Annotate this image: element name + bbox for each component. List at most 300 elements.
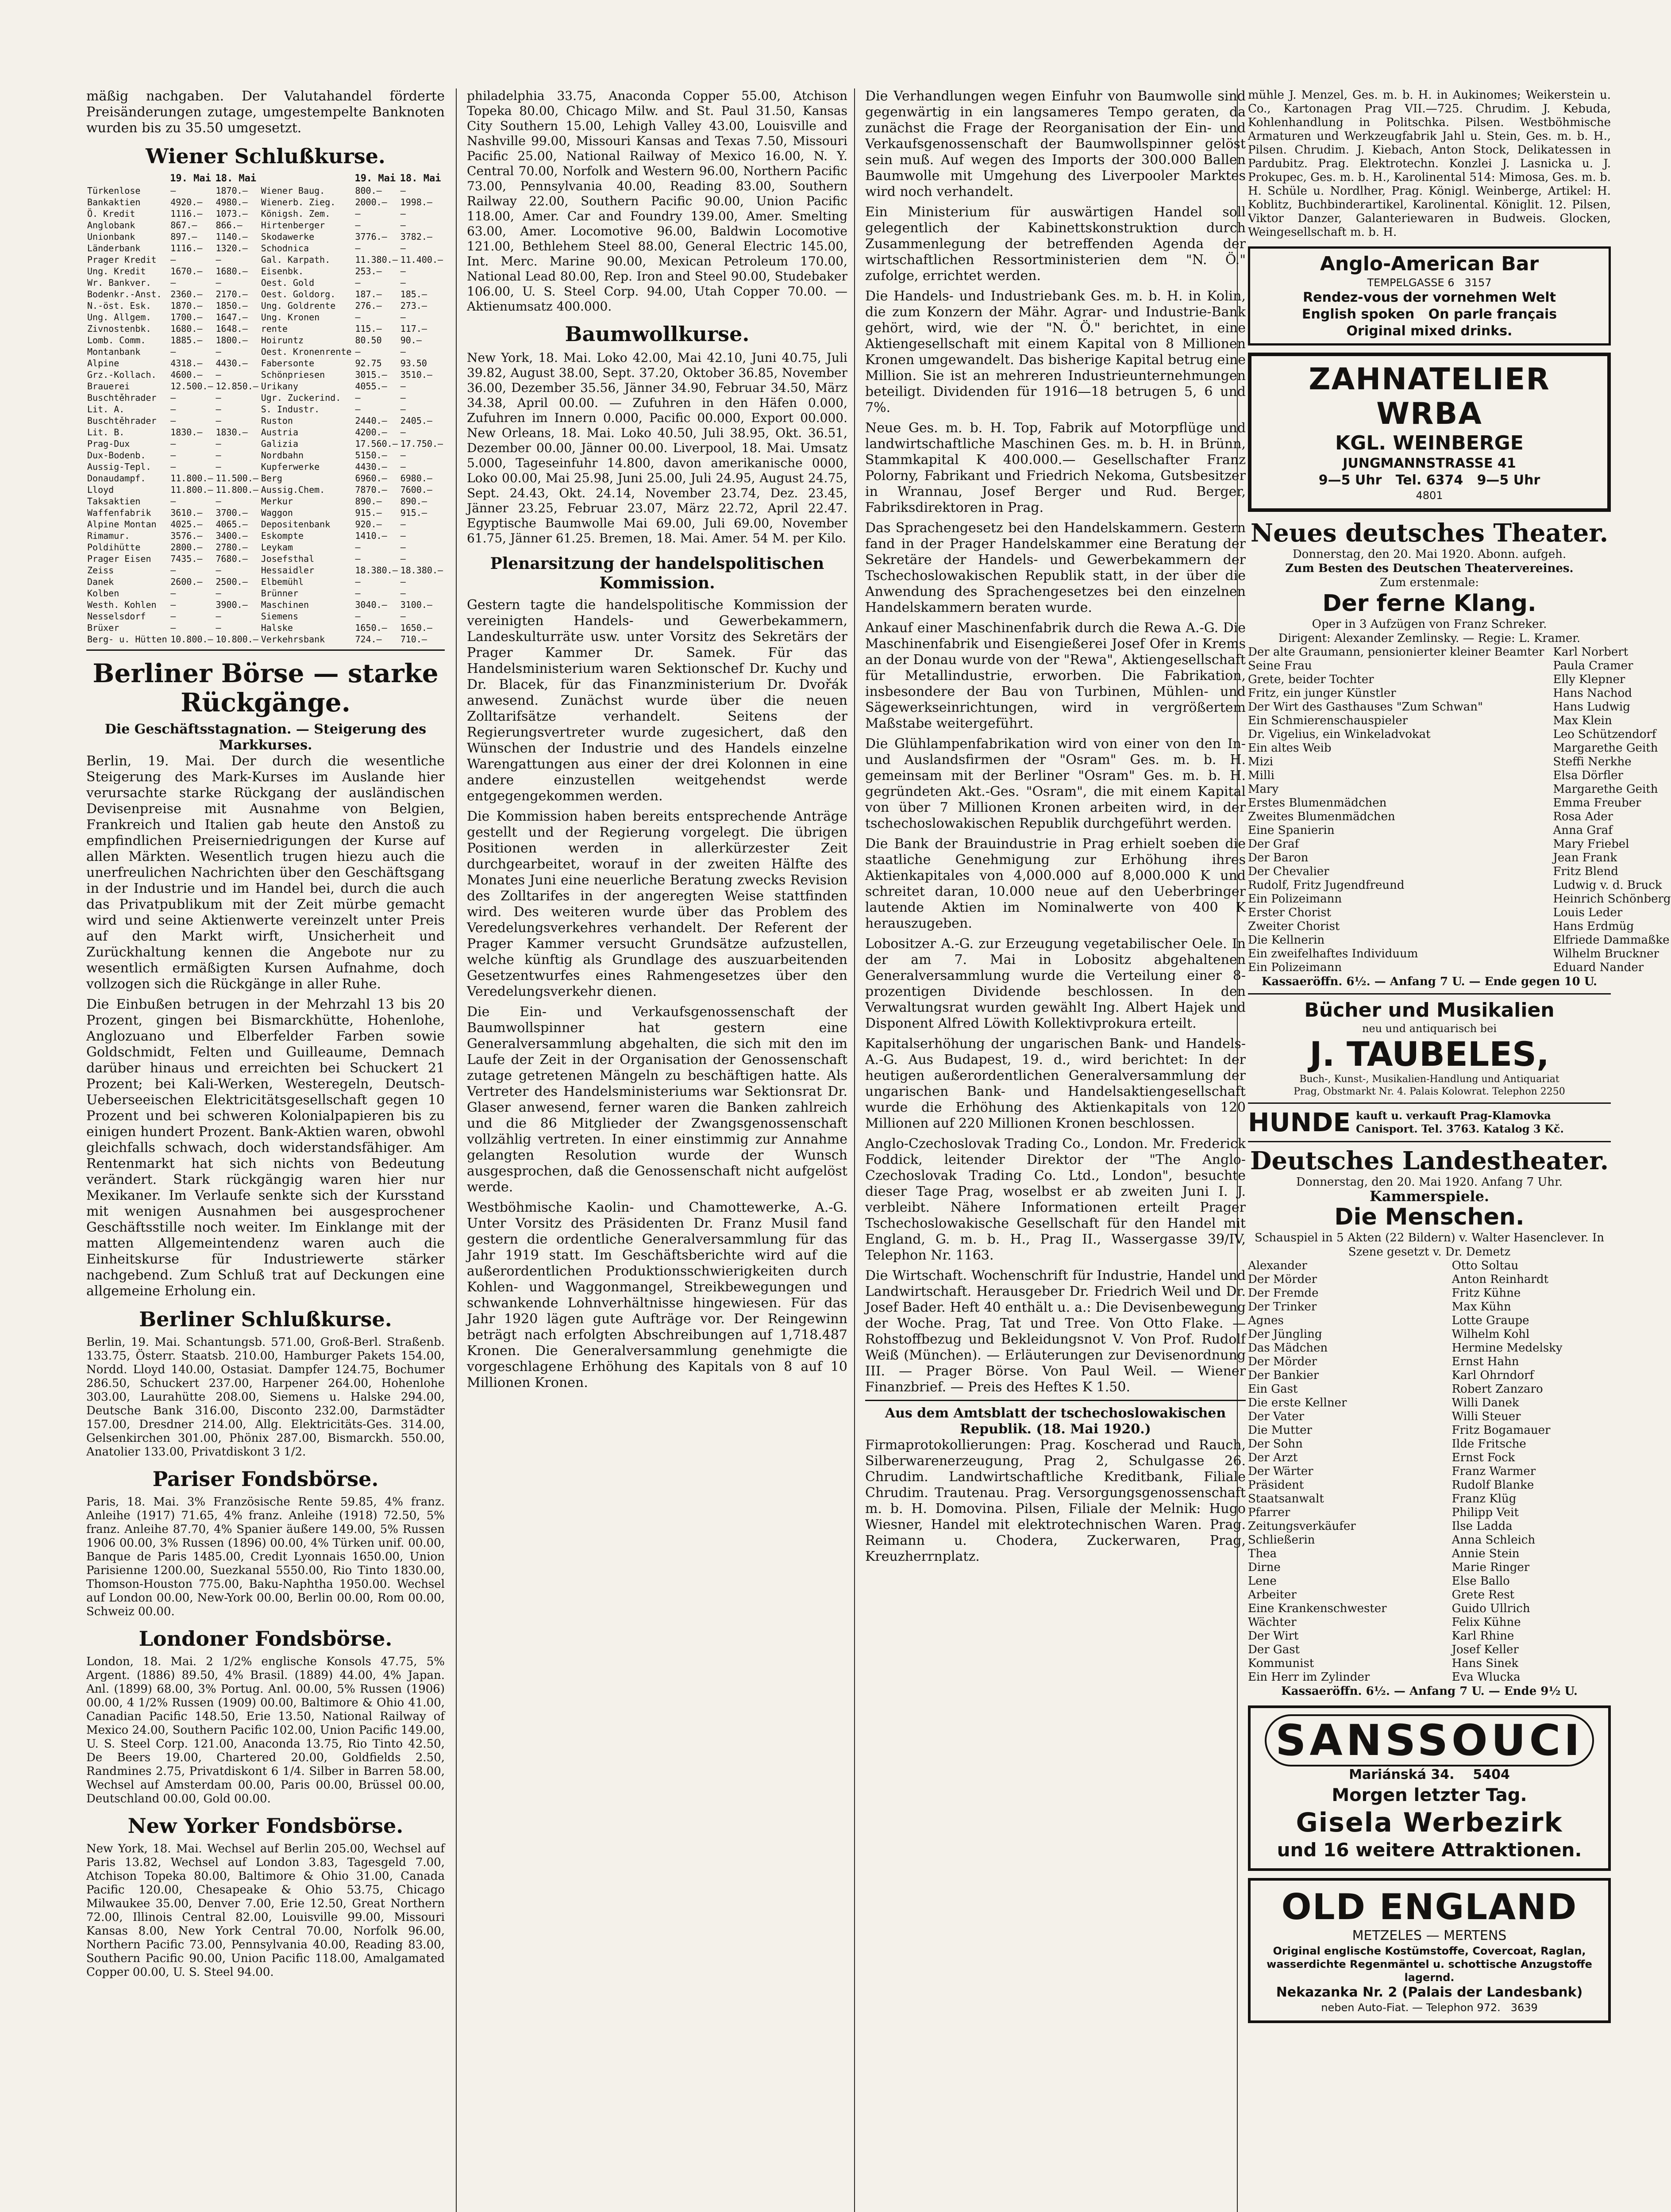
role-name: Pfarrer <box>1248 1506 1290 1519</box>
table-header <box>260 173 354 185</box>
table-cell: 18.380.— <box>355 565 398 576</box>
cast-row <box>1248 1588 1611 1602</box>
role-name: Dirne <box>1248 1561 1281 1574</box>
table-cell: Depositenbank <box>261 519 331 530</box>
cast-row <box>1248 1314 1611 1328</box>
landestheater-date: Donnerstag, den 20. Mai 1920. Anfang 7 Uhr. <box>1296 1175 1563 1189</box>
table-cell: 2600.— <box>170 576 203 587</box>
table-cell: Urikany <box>261 381 299 392</box>
table-cell: — <box>355 220 361 230</box>
table-cell: Berg- u. Hütten <box>87 634 167 645</box>
table-cell: 3776.— <box>355 231 387 242</box>
table-cell: 710.— <box>400 634 427 645</box>
role-name: Der Mörder <box>1248 1273 1317 1286</box>
cast-row <box>1248 1369 1611 1382</box>
role-name: Ein Polizeimann <box>1248 892 1342 906</box>
table-cell: — <box>170 185 176 196</box>
table-row <box>86 415 445 426</box>
table-cell: — <box>355 243 361 253</box>
table-cell: Eskompte <box>261 530 304 541</box>
neues-theater-cast <box>1248 645 1671 975</box>
role-name: Seine Frau <box>1248 659 1312 672</box>
london-title: Londoner Fondsbörse. <box>139 1627 393 1651</box>
table-cell: Wiener Baug. <box>261 185 325 196</box>
table-cell: — <box>400 220 406 230</box>
actor-name: Otto Soltau <box>1452 1259 1519 1272</box>
actor-name: Max Klein <box>1553 714 1612 727</box>
actor-name: Franz Warmer <box>1452 1465 1536 1478</box>
divider <box>1248 1141 1611 1142</box>
table-cell: Taksaktien <box>87 496 141 507</box>
cast-row <box>1248 1547 1611 1561</box>
table-cell: — <box>170 565 176 576</box>
table-cell: — <box>400 381 406 392</box>
column-4 <box>1248 88 1671 2030</box>
role-name: Der Jüngling <box>1248 1328 1322 1341</box>
actor-name: Leo Schützendorf <box>1553 728 1656 741</box>
table-cell: — <box>400 392 406 403</box>
table-cell: Prag-Dux <box>87 438 130 449</box>
table-header: 18. Mai <box>215 173 257 184</box>
table-cell: — <box>400 461 406 472</box>
table-row <box>86 553 445 565</box>
wrba-name: ZAHNATELIER WRBA <box>1309 362 1550 431</box>
cast-row <box>1248 687 1671 700</box>
sanssouci-line2: und 16 weitere Attraktionen. <box>1277 1839 1582 1861</box>
actor-name: Emma Freuber <box>1553 796 1641 810</box>
table-row <box>86 346 445 357</box>
actor-name: Willi Danek <box>1452 1396 1519 1409</box>
cast-row <box>1248 1437 1611 1451</box>
table-cell: N.-öst. Esk. <box>87 300 151 311</box>
table-row <box>86 426 445 438</box>
role-name: Der Fremde <box>1248 1286 1319 1300</box>
wrba-hours-left: 9—5 Uhr <box>1318 472 1382 488</box>
cast-row <box>1248 1479 1611 1492</box>
table-cell: Skodawerke <box>261 231 315 242</box>
actor-name: Elfriede Dammaßke <box>1553 933 1670 947</box>
actor-name: Anton Reinhardt <box>1452 1273 1549 1286</box>
column-rule <box>456 88 457 2212</box>
role-name: Dr. Vigelius, ein Winkeladvokat <box>1248 728 1431 741</box>
table-cell: Nesselsdorf <box>87 611 146 622</box>
table-cell: 6980.— <box>400 473 432 484</box>
table-cell: 7870.— <box>355 484 387 495</box>
actor-name: Else Ballo <box>1452 1575 1510 1588</box>
table-cell: — <box>216 346 221 357</box>
cast-row <box>1248 1643 1611 1657</box>
column-1 <box>86 88 445 1984</box>
taubeles-ad <box>1248 999 1611 1098</box>
table-cell: 866.— <box>216 220 243 230</box>
table-cell: Austria <box>261 427 299 438</box>
table-cell: Maschinen <box>261 599 309 610</box>
column-rule <box>854 88 855 2212</box>
cast-row <box>1248 673 1671 687</box>
table-cell: Alpine Montan <box>87 519 157 530</box>
actor-name: Fritz Bogamauer <box>1452 1424 1551 1437</box>
table-cell: Türkenlose <box>87 185 141 196</box>
divider <box>1248 1102 1611 1104</box>
table-cell: — <box>216 461 221 472</box>
old-england-name: OLD ENGLAND <box>1281 1886 1578 1928</box>
table-cell: — <box>170 254 176 265</box>
actor-name: Lotte Graupe <box>1452 1314 1529 1327</box>
table-cell: Siemens <box>261 611 299 622</box>
table-row <box>86 599 445 611</box>
table-row <box>86 323 445 334</box>
table-cell: — <box>400 312 406 323</box>
table-cell: 11.400.— <box>400 254 443 265</box>
actor-name: Margarethe Geith <box>1553 741 1658 755</box>
table-cell: — <box>216 415 221 426</box>
role-name: Alexander <box>1248 1259 1307 1272</box>
cast-row <box>1248 1575 1611 1588</box>
table-cell: 2500.— <box>216 576 248 587</box>
table-cell: Kolben <box>87 588 119 599</box>
table-cell: Nordbahn <box>261 450 304 461</box>
sanssouci-code: 5404 <box>1473 1767 1510 1782</box>
cast-row <box>1248 783 1671 796</box>
table-cell: 3576.— <box>170 530 203 541</box>
table-row <box>86 449 445 461</box>
table-cell: Königsh. Zem. <box>261 208 331 219</box>
actor-name: Josef Keller <box>1452 1643 1519 1656</box>
table-cell: 1870.— <box>216 185 248 196</box>
actor-name: Hans Erdmüg <box>1553 920 1634 933</box>
table-cell: Ung. Kredit <box>87 266 146 276</box>
wrba-street: JUNGMANNSTRASSE 41 <box>1343 456 1516 471</box>
role-name: Staatsanwalt <box>1248 1492 1324 1505</box>
table-cell: — <box>170 438 176 449</box>
table-cell: — <box>216 369 221 380</box>
table-cell: — <box>400 542 406 553</box>
table-cell: 93.50 <box>400 358 427 369</box>
bar-lang-en: English spoken <box>1301 307 1415 322</box>
table-cell: Prager Kredit <box>87 254 157 265</box>
role-name: Zeitungsverkäufer <box>1248 1520 1356 1533</box>
table-cell: Lit. A. <box>87 404 125 415</box>
amtsblatt-title: Aus dem Amtsblatt der tschechoslowakischen Republik. (18. Mai 1920.) <box>885 1406 1226 1437</box>
table-cell: 11.800.— <box>170 484 213 495</box>
role-name: Die erste Kellner <box>1248 1396 1347 1409</box>
actor-name: Ernst Hahn <box>1452 1355 1519 1368</box>
table-cell: 1647.— <box>216 312 248 323</box>
commission-paragraph: Westböhmische Kaolin- und Chamottewerke, A.-G. Unter Vorsitz des Präsidenten Dr. Franz Musil fand gestern die ordentliche Generalversammlung für das Jahr 1919 statt. Im Geschäftsberichte wird auf die außerordentlichen Produktionsschwierigkeiten durch Kohlen- und Waggonmangel, Streikbewegungen und schwankende Lohnverhältnisse hingewiesen. Für das Jahr 1920 lägen gute Aufträge vor. Der Reingewinn beträgt nach erfolgten Abschreibungen auf 1,718.487 Kronen. Die Generalversammlung genehmigte die vorgeschlagene Erhöhung des Kapitals von 8 auf 10 Millionen Kronen. <box>467 1200 847 1390</box>
actor-name: Marie Ringer <box>1452 1561 1530 1574</box>
cast-row <box>1248 1341 1611 1355</box>
table-cell: S. Industr. <box>261 404 320 415</box>
table-row <box>86 484 445 495</box>
actor-name: Rosa Ader <box>1553 810 1613 823</box>
table-cell: Ö. Kredit <box>87 208 135 219</box>
news-item: Das Sprachengesetz bei den Handelskammern. Gestern fand in der Prager Handelskammer eine Beratung der Sekretäre der Handels- und Gewerbekammern der Tschechoslowakischen Republik statt, in der über die Anwendung des Sprachengesetzes bei den einzelnen Handelskammern beraten wurde. <box>865 520 1246 615</box>
cast-row <box>1248 741 1671 755</box>
role-name: Der Gast <box>1248 1643 1300 1656</box>
news-item: Die Verhandlungen wegen Einfuhr von Baumwolle sind gegenwärtig in ein langsameres Tempo geraten, da zunächst die Frage der Reorganisation der Ein- und Verkaufsgenossenschaft der Baumwollspinner gelöst sein muß. Auf wegen des Imports der 300.000 Ballen Baumwolle mit Umgehung des Liverpooler Marktes wird noch verhandelt. <box>865 88 1246 200</box>
cast-row <box>1248 755 1671 769</box>
table-cell: — <box>355 404 361 415</box>
table-cell: Hoiruntz <box>261 335 304 346</box>
actor-name: Anna Schleich <box>1452 1533 1536 1547</box>
role-name: Der Vater <box>1248 1410 1305 1423</box>
table-cell: Leykam <box>261 542 293 553</box>
table-cell: 915.— <box>400 507 427 518</box>
cast-row <box>1248 1451 1611 1465</box>
actor-name: Anna Graf <box>1553 824 1613 837</box>
table-row <box>86 357 445 369</box>
cast-row <box>1248 1424 1611 1437</box>
neues-theater-play: Der ferne Klang. <box>1322 590 1536 617</box>
cast-row <box>1248 728 1671 741</box>
actor-name: Heinrich Schönberg <box>1553 892 1671 906</box>
table-cell: — <box>400 208 406 219</box>
role-name: Der Baron <box>1248 851 1309 864</box>
sanssouci-address <box>1256 1767 1603 1783</box>
landestheater-desc: Schauspiel in 5 Akten (22 Bildern) v. Walter Hasenclever. In Szene gesetzt v. Dr. Demetz <box>1254 1231 1605 1259</box>
news-item: Ein Ministerium für auswärtigen Handel soll gelegentlich der Kabinettskonstruktion durch Zusammenlegung der betreffenden Agenda der wirtschaftlichen Ressortministerien dem "N. Ö." zufolge, errichtet werden. <box>865 204 1246 284</box>
actor-name: Hermine Medelsky <box>1452 1341 1563 1355</box>
table-cell: 3510.— <box>400 369 432 380</box>
table-cell: 890.— <box>355 496 382 507</box>
table-cell: — <box>216 450 221 461</box>
cast-row <box>1248 1382 1611 1396</box>
sanssouci-logo: SANSSOUCI <box>1265 1714 1594 1767</box>
table-cell: Grz.-Kollach. <box>87 369 157 380</box>
table-cell: 3400.— <box>216 530 248 541</box>
berlin-paragraph: Die Einbußen betrugen in der Mehrzahl 13 bis 20 Prozent, gingen bei Bismarckhütte, Hohenlohe, Anglozuano und Elberfelder Farben sowie Goldschmidt, Felten und Guilleaume, Demnach darüber hinaus und erreichten bei Schuckert 21 Prozent; bei Kali-Werken, Westeregeln, Deutsch-Ueberseeischen Elektricitätsgesellschaft gegen 10 Prozent und bei schweren Kolonialpapieren bis zu einigen hundert Prozent. Bank-Aktien waren, obwohl gleichfalls schwach, doch widerstandsfähiger. Am Rentenmarkt hat sich nichts von Bedeutung verändert. Stark rückgängig waren hier nur Mexikaner. Im Verlaufe senkte sich der Kursstand mit wenigen Ausnahmen bei ausgesprochener Geschäftsstille noch weiter. Im Einklange mit der matten Allgemeintendenz waren auch die Einheitskurse für Industriewerte stärker nachgebend. Zum Schluß trat auf Deckungen eine allgemeine Erholung ein. <box>86 997 445 1299</box>
table-cell: Buschtěhrader <box>87 392 157 403</box>
table-cell: — <box>355 611 361 622</box>
role-name: Ein Gast <box>1248 1382 1298 1396</box>
cotton-text: New York, 18. Mai. Loko 42.00, Mai 42.10, Juni 40.75, Juli 39.82, August 38.00, Sept. 37.20, Oktober 36.85, November 36.00, Dezember 35.56, Jänner 34.90, Februar 34.50, März 34.38, April 00.00. — Zufuhren in den Häfen 0.000, Zufuhren im Innern 0.000, Pacific 00.000, Export 00.000. New Orleans, 18. Mai. Loko 40.50, Juli 38.95, Okt. 36.51, Dezember 00.00, Jänner 00.00. Liverpool, 18. Mai. Umsatz 5.000, Tageseinfuhr 14.800, davon amerikanische 0000, Loko 00.00, Mai 25.98, Juni 25.00, Juli 24.95, August 24.75, Sept. 24.43, Okt. 24.14, November 23.74, Dez. 23.45, Jänner 23.25, Februar 23.07, März 22.72, April 22.47. Egyptische Baumwolle Mai 69.00, Juli 69.00, November 61.75, Jänner 61.25. Bremen, 18. Mai. Amer. 54 M. per Kilo. <box>467 350 847 545</box>
table-cell: — <box>170 415 176 426</box>
table-cell: 1116.— <box>170 208 203 219</box>
table-cell: 1650.— <box>400 622 432 633</box>
table-cell: Prager Eisen <box>87 553 151 564</box>
table-cell: — <box>400 185 406 196</box>
role-name: Kommunist <box>1248 1657 1314 1670</box>
hunde-word: HUNDE <box>1248 1107 1351 1137</box>
table-cell: 11.800.— <box>216 484 258 495</box>
actor-name: Karl Rhine <box>1452 1629 1514 1643</box>
table-cell: 1830.— <box>216 427 248 438</box>
wrba-place: KGL. WEINBERGE <box>1335 432 1524 454</box>
zahnatelier-wrba-ad <box>1248 353 1611 512</box>
role-name: Erstes Blumenmädchen <box>1248 796 1387 810</box>
role-name: Der Wirt <box>1248 1629 1299 1643</box>
bar-street: TEMPELGASSE 6 <box>1367 276 1455 289</box>
actor-name: Grete Rest <box>1452 1588 1515 1601</box>
table-cell: Donaudampf. <box>87 473 146 484</box>
berlin-close-text: Berlin, 19. Mai. Schantungsb. 571.00, Groß-Berl. Straßenb. 133.75, Österr. Staatsb. 210.00, Hamburger Pakets 154.00, Nordd. Lloyd 140.00, Ostasiat. Dampfer 124.75, Bochumer 286.50, Schuckert 237.00, Harpener 264.00, Hohenlohe 303.00, Laurahütte 208.00, Siemens u. Halske 294.00, Deutsche Bank 316.00, Disconto 232.00, Darmstädter 157.00, Dresdner 214.00, Allg. Elektricitäts-Ges. 314.00, Gelsenkirchen 301.00, Phönix 287.00, Bismarckh. 550.00, Anatolier 133.00, Privatdiskont 3 1/2. <box>86 1336 445 1459</box>
wiener-title: Wiener Schlußkurse. <box>146 144 385 168</box>
table-cell: 7680.— <box>216 553 248 564</box>
actor-name: Guido Ullrich <box>1452 1602 1530 1615</box>
table-cell: 2405.— <box>400 415 432 426</box>
table-header: 19. Mai <box>354 173 396 184</box>
table-cell: Oest. Gold <box>261 277 315 288</box>
table-cell: — <box>400 346 406 357</box>
table-cell: 12.850.— <box>216 381 258 392</box>
news-item: Die Bank der Brauindustrie in Prag erhielt soeben die staatliche Genehmigung zur Erhöhung ihres Aktienkapitales von 4,000.000 auf 8,000.000 K und schreitet daran, 10.000 neue auf den Ueberbringer lautende Aktien im Nominalwerte von 400 K herauszugeben. <box>865 836 1246 931</box>
role-name: Milli <box>1248 769 1274 782</box>
table-header-row <box>86 173 445 185</box>
table-cell: Gal. Karpath. <box>261 254 331 265</box>
hunde-ad <box>1248 1108 1611 1137</box>
neues-theater-first: Zum erstenmale: <box>1379 576 1479 589</box>
column-2 <box>467 88 847 1395</box>
cast-row <box>1248 1629 1611 1643</box>
actor-name: Margarethe Geith <box>1553 783 1658 796</box>
table-cell: 1680.— <box>216 266 248 276</box>
table-cell: — <box>400 519 406 530</box>
table-cell: 1680.— <box>170 323 203 334</box>
table-row <box>86 461 445 472</box>
table-row <box>86 288 445 300</box>
table-cell: Kupferwerke <box>261 461 320 472</box>
table-cell: 10.800.— <box>170 634 213 645</box>
old-england-text: Original englische Kostümstoffe, Covercoat, Raglan, wasserdichte Regenmäntel u. schottische Anzugstoffe lagernd. <box>1267 1945 1592 1984</box>
table-cell: 3782.— <box>400 231 432 242</box>
cast-row <box>1248 1616 1611 1629</box>
role-name: Mary <box>1248 783 1279 796</box>
table-cell: Bodenkr.-Anst. <box>87 289 162 300</box>
table-cell: 1700.— <box>170 312 203 323</box>
role-name: Der Sohn <box>1248 1437 1303 1451</box>
taubeles-line1: Bücher und Musikalien <box>1304 999 1555 1022</box>
table-cell: Lomb. Comm. <box>87 335 146 346</box>
neues-theater-footer: Kassaeröffn. 6½. — Anfang 7 U. — Ende gegen 10 U. <box>1261 975 1598 988</box>
table-cell: 1850.— <box>216 300 248 311</box>
table-cell: 1800.— <box>216 335 248 346</box>
table-cell: Hirtenberger <box>261 220 325 230</box>
bar-lang-fr: On parle français <box>1428 307 1557 322</box>
cast-row <box>1248 1273 1611 1286</box>
actor-name: Robert Zanzaro <box>1452 1382 1543 1396</box>
table-cell: — <box>355 208 361 219</box>
table-cell: — <box>216 565 221 576</box>
cast-row <box>1248 920 1671 933</box>
table-cell: Unionbank <box>87 231 135 242</box>
wiener-quotes-body <box>86 185 445 645</box>
table-cell: 273.— <box>400 300 427 311</box>
role-name: Schließerin <box>1248 1533 1315 1547</box>
table-cell: 2360.— <box>170 289 203 300</box>
table-row <box>86 242 445 254</box>
table-cell: Waggon <box>261 507 293 518</box>
table-cell: 115.— <box>355 323 382 334</box>
cast-row <box>1248 933 1671 947</box>
table-cell: — <box>170 346 176 357</box>
table-cell: 4065.— <box>216 519 248 530</box>
table-cell: Verkehrsbank <box>261 634 325 645</box>
table-cell: 1073.— <box>216 208 248 219</box>
actor-name: Ilse Ladda <box>1452 1520 1513 1533</box>
neues-theater-ad <box>1248 518 1671 989</box>
cast-row <box>1248 1259 1611 1273</box>
table-row <box>86 541 445 553</box>
table-cell: 2170.— <box>216 289 248 300</box>
table-cell: 890.— <box>400 496 427 507</box>
table-cell: 4430.— <box>355 461 387 472</box>
table-cell: Montanbank <box>87 346 141 357</box>
role-name: Ein altes Weib <box>1248 741 1332 755</box>
old-england-address: Nekazanka Nr. 2 (Palais der Landesbank) <box>1276 1985 1583 2000</box>
taubeles-line3: Buch-, Kunst-, Musikalien-Handlung und Antiquariat <box>1299 1074 1559 1085</box>
table-cell: — <box>400 243 406 253</box>
role-name: Der Graf <box>1248 837 1299 851</box>
cast-row <box>1248 659 1671 673</box>
landestheater-title: Deutsches Landestheater. <box>1250 1146 1609 1175</box>
table-cell: 276.— <box>355 300 382 311</box>
role-name: Grete, beider Tochter <box>1248 673 1374 686</box>
divider <box>1248 993 1611 995</box>
bar-tagline: Rendez-vous der vornehmen Welt <box>1303 290 1556 305</box>
table-row <box>86 185 445 196</box>
neues-theater-benefit: Zum Besten des Deutschen Theatervereines. <box>1285 562 1574 575</box>
cast-row <box>1248 700 1671 714</box>
berlin-paragraph: Berlin, 19. Mai. Der durch die wesentliche Steigerung des Mark-Kurses im Auslande hier verursachte starke Rückgang der ausländischen Devisenpreise mit Ausnahme von Belgien, Frankreich und Italien gab heute den Anstoß zu empfindlichen Preiserniedrigungen der Kurse auf allen Märkten. Wesentlich trugen hiezu auch die unerfreulichen Nachrichten über den Geschäftsgang in der Industrie und im Handel bei, durch die auch das Privatpublikum mit der Zeit mürbe gemacht wird und seine Aktienwerte vereinzelt unter Preis auf den Markt wirft, Unsicherheit und Zurückhaltung kennen die Angebote nur zu wesentlich ermäßigten Kursen Aufnahme, doch vollzogen sich die Rückgänge in aller Ruhe. <box>86 753 445 992</box>
cast-row <box>1248 1671 1611 1684</box>
old-england-ad <box>1248 1878 1611 2023</box>
table-cell: — <box>355 392 361 403</box>
table-cell: — <box>216 588 221 599</box>
table-cell: 185.— <box>400 289 427 300</box>
table-cell: — <box>170 277 176 288</box>
table-cell: 1670.— <box>170 266 203 276</box>
table-row <box>86 588 445 599</box>
table-cell: Fabersonte <box>261 358 315 369</box>
role-name: Zweiter Chorist <box>1248 920 1340 933</box>
cast-row <box>1248 892 1671 906</box>
table-cell: — <box>355 312 361 323</box>
actor-name: Jean Frank <box>1553 851 1617 864</box>
london-text: London, 18. Mai. 2 1/2% englische Konsols 47.75, 5% Argent. (1886) 89.50, 4% Brasil. (1889) 44.00, 4% Japan. Anl. (1899) 68.00, 3% Portug. Anl. 00.00, 5% Russen (1906) 00.00, 4 1/2% Russen (1909) 00.00, Baltimore & Ohio 41.00, Canadian Pacific 148.50, Erie 13.50, National Railway of Mexico 24.00, Southern Pacific 102.00, Union Pacific 149.00, U. S. Steel Corp. 121.00, Anaconda 13.75, Rio Tinto 42.50, De Beers 19.00, Chartered 20.00, Goldfields 2.50, Randmines 2.75, Privatdiskont 6 1/4. Silber in Barren 58.00, Wechsel auf Amsterdam 00.00, Paris 00.00, Brüssel 00.00, Deutschland 00.00, Gold 00.00. <box>86 1655 445 1805</box>
table-cell: Hessaidler <box>261 565 315 576</box>
table-cell: — <box>400 450 406 461</box>
table-cell: Lloyd <box>87 484 114 495</box>
actor-name: Ilde Fritsche <box>1452 1437 1526 1451</box>
table-cell: — <box>170 461 176 472</box>
table-header <box>86 173 169 185</box>
role-name: Rudolf, Fritz Jugendfreund <box>1248 879 1405 892</box>
cast-row <box>1248 1657 1611 1671</box>
table-cell: Merkur <box>261 496 293 507</box>
cast-row <box>1248 1396 1611 1410</box>
table-cell: Danek <box>87 576 114 587</box>
table-cell: — <box>355 277 361 288</box>
role-name: Der Arzt <box>1248 1451 1298 1464</box>
actor-name: Franz Klüg <box>1452 1492 1517 1505</box>
divider <box>86 649 445 651</box>
table-cell: — <box>355 588 361 599</box>
actor-name: Elly Klepner <box>1553 673 1625 686</box>
table-cell: Westh. Kohlen <box>87 599 157 610</box>
landestheater-play: Die Menschen. <box>1334 1204 1525 1230</box>
landestheater-venue: Kammerspiele. <box>1369 1188 1490 1205</box>
table-cell: 90.— <box>400 335 422 346</box>
commission-paragraph: Die Kommission haben bereits entsprechende Anträge gestellt und der Regierung vorgelegt. Die übrigen Positionen werden in allerkürzester Zeit durchgearbeitet, worauf in der zweiten Hälfte des Monates Juni eine neuerliche Beratung zwecks Revision des Zolltarifes in der angeregten Weise stattfinden wird. Des weiteren wurde über das Problem des Veredelungsverkehres verhandelt. Der Referent der Prager Kammer versucht Grundsätze aufzustellen, welche künftig als Grundlage des auszuarbeitenden Gesetzentwurfes eines Rahmengesetzes über den Veredelungsverkehr dienen. <box>467 809 847 999</box>
cast-row <box>1248 796 1671 810</box>
table-cell: Ruston <box>261 415 293 426</box>
cast-row <box>1248 837 1671 851</box>
bar-code: 3157 <box>1464 276 1492 289</box>
table-cell: 12.500.— <box>170 381 213 392</box>
newyork-text: New York, 18. Mai. Wechsel auf Berlin 205.00, Wechsel auf Paris 13.82, Wechsel auf London 3.83, Tagesgeld 7.00, Atchison Topeka 80.00, Baltimore & Ohio 31.00, Canada Pacific 120.00, Chesapeake & Ohio 53.75, Chicago Milwaukee 35.00, Denver 7.00, Erie 12.50, Great Northern 72.00, Illinois Central 82.00, Louisville 99.00, Missouri Kansas 8.00, New York Central 70.00, Norfolk 96.00, Northern Pacific 73.00, Pennsylvania 40.00, Reading 83.00, Southern Pacific 90.00, Union Pacific 118.00, Amalgamated Copper 00.00, U. S. Steel 94.00. <box>86 1842 445 1979</box>
table-cell: 2780.— <box>216 542 248 553</box>
paris-text: Paris, 18. Mai. 3% Französische Rente 59.85, 4% franz. Anleihe (1917) 71.65, 4% franz. Anleihe (1918) 72.50, 5% franz. Anleihe 87.70, 4% Spanier äußere 149.00, 5% Russen 1906 00.00, 3% Russen (1896) 00.00, 4% Türken unif. 00.00, Banque de Paris 1485.00, Credit Lyonnais 1650.00, Union Parisienne 1200.00, Suezkanal 5550.00, Rio Tinto 1830.00, Thomson-Houston 775.00, Baku-Naphtha 1950.00. Wechsel auf London 00.00, New-York 00.00, Berlin 00.00, Rom 00.00, Schweiz 00.00. <box>86 1495 445 1618</box>
